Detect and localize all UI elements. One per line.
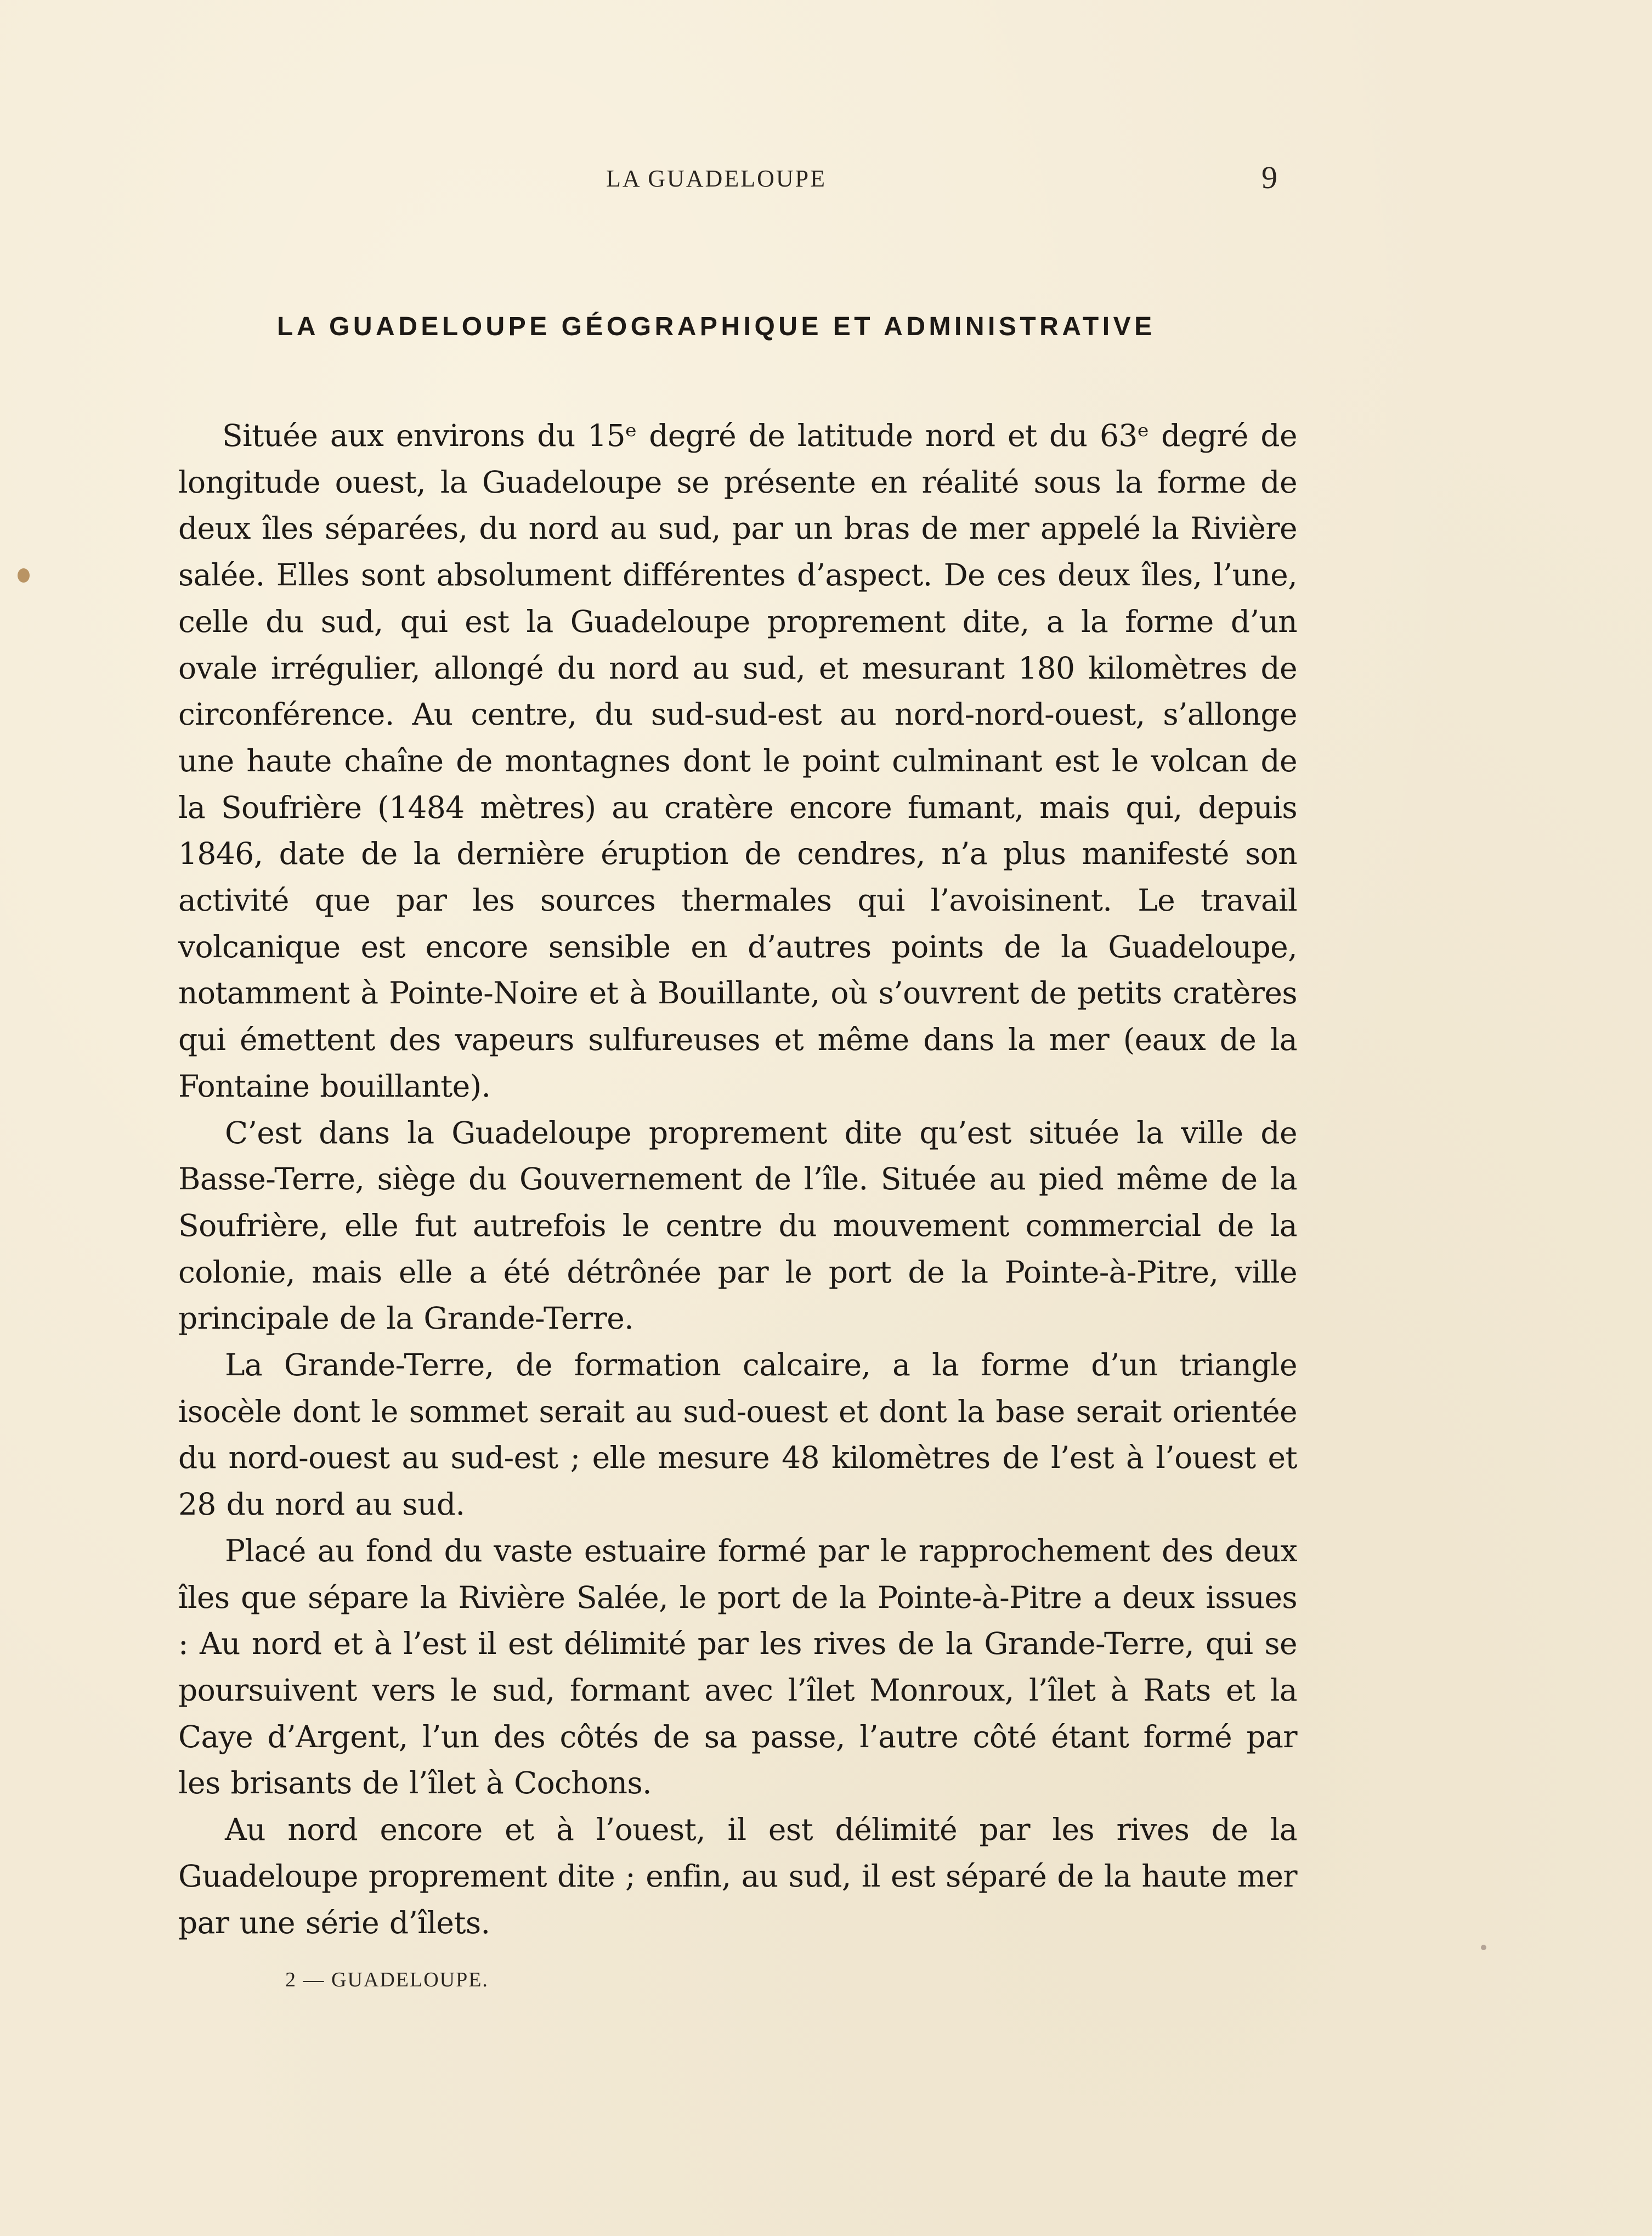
page-number: 9	[1261, 160, 1277, 195]
section-title: LA GUADELOUPE GÉOGRAPHIQUE ET ADMINISTRATIVE	[277, 312, 1156, 341]
paragraph-grande-terre: La Grande-Terre, de formation calcaire, a la forme d’un triangle isocèle dont le sommet serait au sud-ouest et dont la base serait orientée du nord-ouest au sud-est ; elle mesure 48 kilomètres de l’est à l’ouest et 28 du nord au sud.	[178, 1347, 1297, 1522]
paper-speck-mark	[1481, 1945, 1486, 1950]
body-text	[178, 413, 1297, 1946]
paragraph-port-west: Au nord encore et à l’ouest, il est délimité par les rives de la Guadeloupe proprement dite ; enfin, au sud, il est séparé de la haute mer par une série d’îlets.	[178, 1812, 1297, 1940]
running-head: LA GUADELOUPE	[606, 165, 827, 192]
paragraph-geography: Située aux environs du 15ᵉ degré de latitude nord et du 63ᵉ degré de longitude ouest, la Guadeloupe se présente en réalité sous la forme de deux îles séparées, du nord au sud, par un bras de mer appelé la Rivière salée. Elles sont absolument différentes d’aspect. De ces deux îles, l’une, celle du sud, qui est la Guadeloupe proprement dite, a la forme d’un ovale irrégulier, allongé du nord au sud, et mesurant 180 kilomètres de circonférence. Au centre, du sud-sud-est au nord-nord-ouest, s’allonge une haute chaîne de montagnes dont le point culminant est le volcan de la Soufrière (1484 mètres) au cratère encore fumant, mais qui, depuis 1846, date de la dernière éruption de cendres, n’a plus manifesté son activité que par les sources thermales qui l’avoisinent. Le travail volcanique est encore sensible en d’autres points de la Guadeloupe, notamment à Pointe-Noire et à Bouillante, où s’ouvrent de petits cratères qui émettent des vapeurs sulfureuses et même dans la mer (eaux de la Fontaine bouillante).	[178, 418, 1297, 1104]
paragraph-port: Placé au fond du vaste estuaire formé par le rapprochement des deux îles que sépare la Rivière Salée, le port de la Pointe-à-Pitre a deux issues : Au nord et à l’est il est délimité par les rives de la Grande-Terre, qui se poursuivent vers le sud, formant avec l’îlet Monroux, l’îlet à Rats et la Caye d’Argent, l’un des côtés de sa passe, l’autre côté étant formé par les brisants de l’îlet à Cochons.	[178, 1533, 1297, 1801]
paragraph-basse-terre: C’est dans la Guadeloupe proprement dite qu’est située la ville de Basse-Terre, siège du Gouvernement de l’île. Située au pied même de la Soufrière, elle fut autrefois le centre du mouvement commercial de la colonie, mais elle a été détrônée par le port de la Pointe-à-Pitre, ville principale de la Grande-Terre.	[178, 1115, 1297, 1336]
printer-signature: 2 — GUADELOUPE.	[285, 1968, 489, 1991]
paper-stain-mark	[18, 568, 30, 583]
